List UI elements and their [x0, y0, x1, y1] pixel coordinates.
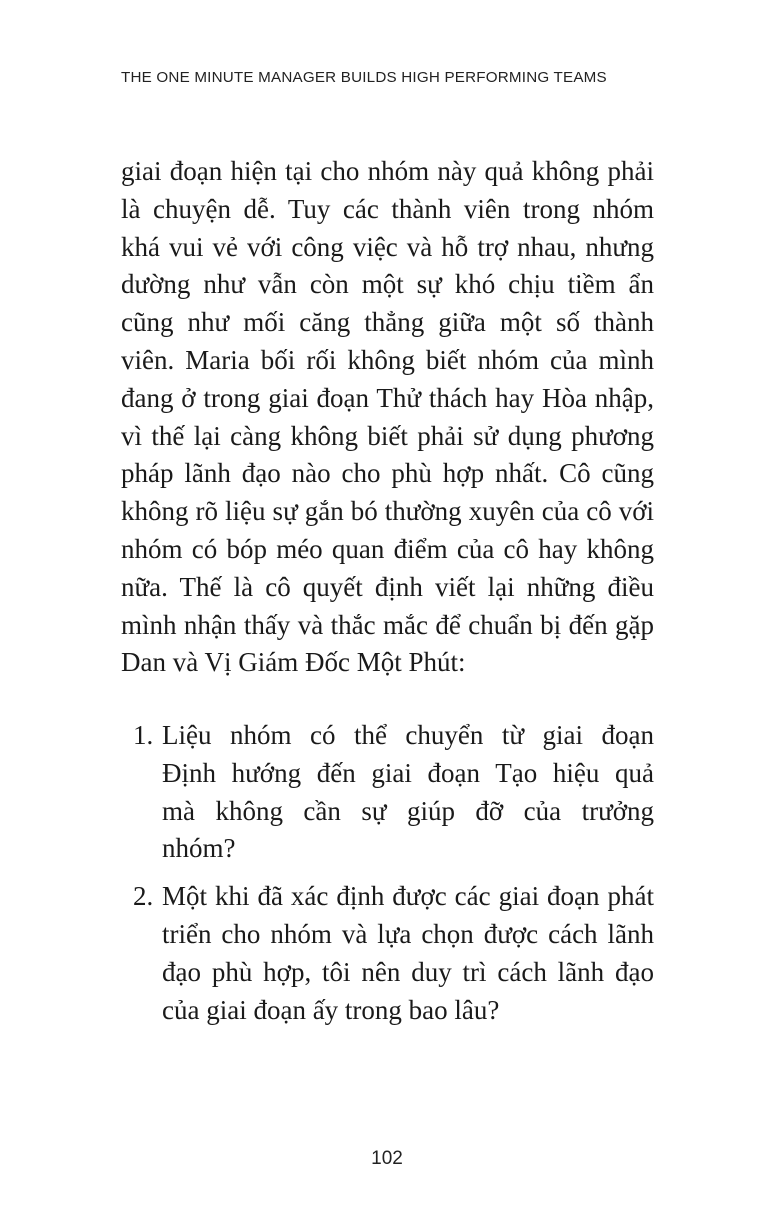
question-item [121, 717, 654, 868]
paragraph-line: vì thế lại càng không biết phải sử dụng phương [121, 420, 654, 451]
running-header: THE ONE MINUTE MANAGER BUILDS HIGH PERFORMING TEAMS [121, 69, 607, 86]
paragraph-line: không rõ liệu sự gắn bó thường xuyên của cô với [121, 496, 654, 527]
paragraph-line: khá vui vẻ với công việc và hỗ trợ nhau, nhưng [121, 231, 654, 262]
paragraph-line: viên. Maria bối rối không biết nhóm của mình [121, 344, 654, 375]
paragraph-line: giai đoạn hiện tại cho nhóm này quả không phải [121, 156, 654, 186]
paragraph-line: đang ở trong giai đoạn Thử thách hay Hòa nhập, [121, 382, 654, 413]
question-number: 2. [133, 881, 154, 912]
page-number: 102 [371, 1148, 403, 1169]
paragraph-line: mình nhận thấy và thắc mắc để chuẩn bị đến gặp [121, 609, 654, 640]
paragraph-line: pháp lãnh đạo nào cho phù hợp nhất. Cô cũng [121, 458, 654, 489]
question-item [121, 878, 654, 1029]
paragraph-line: nữa. Thế là cô quyết định viết lại những điều [121, 571, 654, 602]
question-list [121, 717, 654, 1039]
body-paragraph [121, 153, 654, 682]
question-number: 1. [133, 720, 154, 750]
question-line: Một khi đã xác định được các giai đoạn phát [162, 881, 654, 912]
question-line: của giai đoạn ấy trong bao lâu? [162, 994, 500, 1025]
question-line: Liệu nhóm có thể chuyển từ giai đoạn [162, 720, 654, 750]
question-line: đạo phù hợp, tôi nên duy trì cách lãnh đạo [162, 956, 654, 987]
question-line: triển cho nhóm và lựa chọn được cách lãnh [162, 918, 654, 949]
question-line: Định hướng đến giai đoạn Tạo hiệu quả [162, 757, 654, 788]
paragraph-line: dường như vẫn còn một sự khó chịu tiềm ẩn [121, 269, 654, 300]
paragraph-line: nhóm có bóp méo quan điểm của cô hay không [121, 533, 654, 564]
question-line: nhóm? [162, 833, 236, 864]
question-line: mà không cần sự giúp đỡ của trưởng [162, 795, 654, 826]
paragraph-line: cũng như mối căng thẳng giữa một số thành [121, 307, 654, 338]
paragraph-line: Dan và Vị Giám Đốc Một Phút: [121, 647, 466, 678]
paragraph-line: là chuyện dễ. Tuy các thành viên trong nhóm [121, 193, 654, 224]
